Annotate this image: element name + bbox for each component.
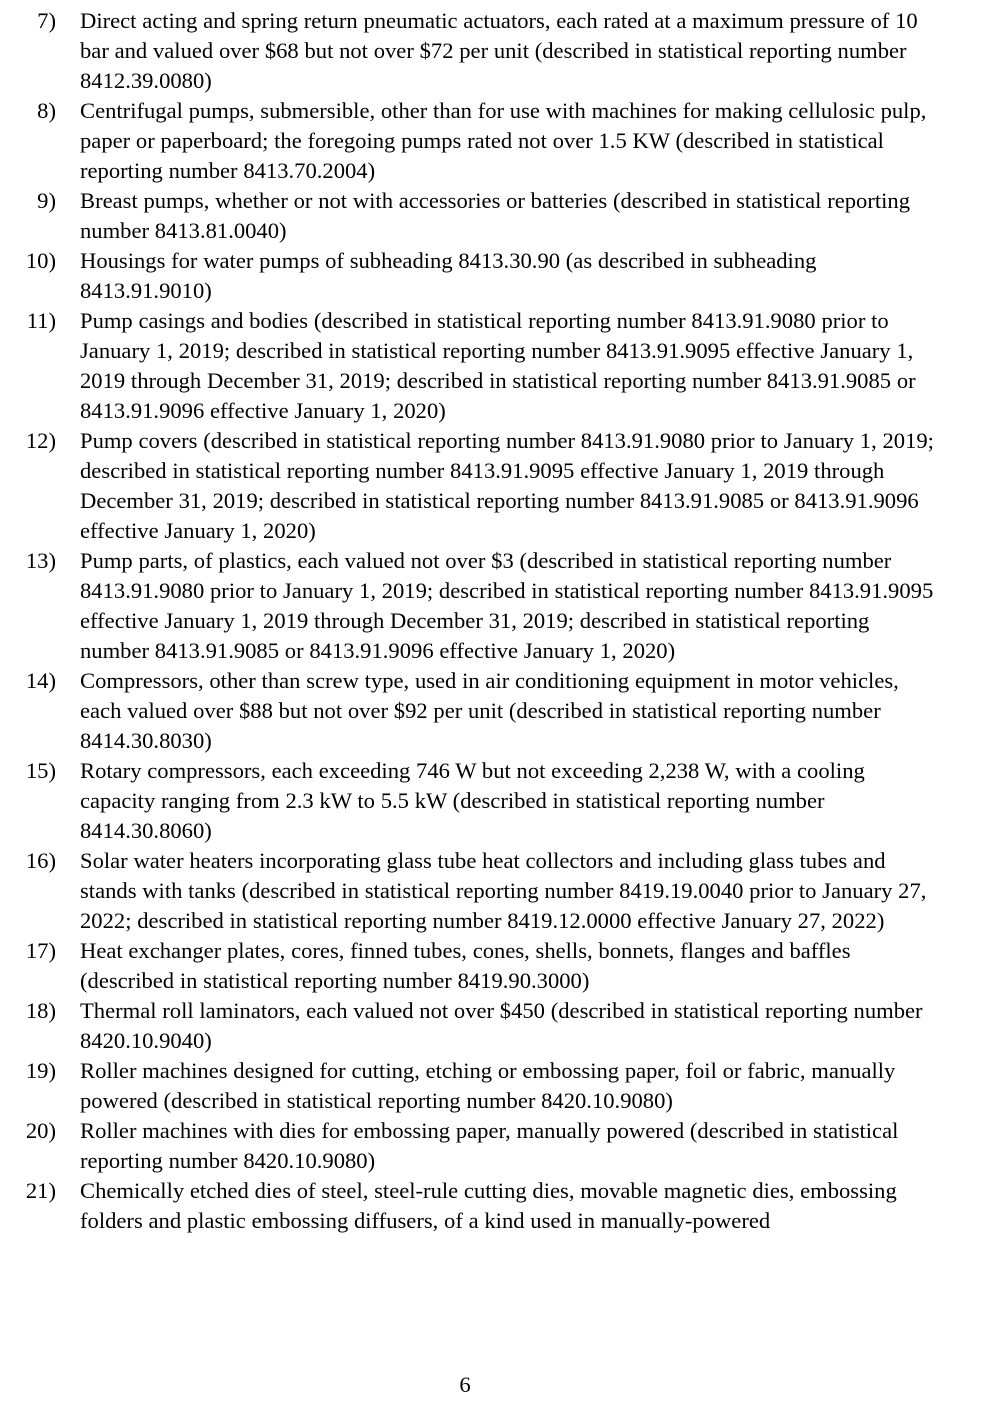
list-item-number: 20) (25, 1118, 56, 1143)
list-item-text: Roller machines with dies for embossing paper, manually powered (described in statistical reporting number 8420.10.9080) (80, 1118, 899, 1173)
list-item-text: Direct acting and spring return pneumatic actuators, each rated at a maximum pressure of 10 bar and valued over $68 but not over $72 per unit (described in statistical reporting number 8412.39.0080) (80, 8, 918, 93)
list-item (0, 666, 1000, 756)
list-item-text: Heat exchanger plates, cores, finned tubes, cones, shells, bonnets, flanges and baffles (described in statistical reporting number 8419.90.3000) (80, 938, 851, 993)
list-item-number: 21) (25, 1178, 56, 1203)
list-item-text: Pump parts, of plastics, each valued not over $3 (described in statistical reporting number 8413.91.9080 prior to January 1, 2019; described in statistical reporting number 8413.91.9095 effective January 1, 2019 through December 31, 2019; described in statistical reporting number 8413.91.9085 or 8413.91.9096 effective January 1, 2020) (80, 548, 934, 663)
list-item-number: 16) (25, 848, 56, 873)
list-item-text: Centrifugal pumps, submersible, other than for use with machines for making cellulosic pulp, paper or paperboard; the foregoing pumps rated not over 1.5 KW (described in statistical reporting number 8413.70.2004) (80, 98, 927, 183)
list-item-number: 8) (37, 98, 56, 123)
list-item-text: Solar water heaters incorporating glass tube heat collectors and including glass tubes and stands with tanks (described in statistical reporting number 8419.19.0040 prior to January 27, 2022; described in statistical reporting number 8419.12.0000 effective January 27, 2022) (80, 848, 927, 933)
document-body (0, 6, 1000, 1236)
list-item (0, 246, 1000, 306)
list-item-number: 18) (25, 998, 56, 1023)
list-item-text: Rotary compressors, each exceeding 746 W but not exceeding 2,238 W, with a cooling capacity ranging from 2.3 kW to 5.5 kW (described in statistical reporting number 8414.30.8060) (80, 758, 865, 843)
exclusion-list (0, 6, 1000, 1236)
list-item-text: Roller machines designed for cutting, etching or embossing paper, foil or fabric, manually powered (described in statistical reporting number 8420.10.9080) (80, 1058, 896, 1113)
list-item (0, 426, 1000, 546)
list-item-text: Pump covers (described in statistical reporting number 8413.91.9080 prior to January 1, 2019; described in statistical reporting number 8413.91.9095 effective January 1, 2019 through December 31, 2019; described in statistical reporting number 8413.91.9085 or 8413.91.9096 effective January 1, 2020) (80, 428, 934, 543)
list-item-text: Thermal roll laminators, each valued not over $450 (described in statistical reporting number 8420.10.9040) (80, 998, 923, 1053)
list-item (0, 6, 1000, 96)
list-item-number: 11) (26, 308, 56, 333)
list-item (0, 306, 1000, 426)
list-item-number: 10) (25, 248, 56, 273)
page-number: 6 (459, 1372, 471, 1397)
list-item-number: 19) (25, 1058, 56, 1083)
list-item (0, 546, 1000, 666)
list-item-number: 15) (25, 758, 56, 783)
page-footer (0, 1371, 1000, 1399)
list-item-number: 9) (37, 188, 56, 213)
list-item (0, 96, 1000, 186)
list-item (0, 1116, 1000, 1176)
list-item (0, 756, 1000, 846)
list-item-number: 12) (25, 428, 56, 453)
list-item (0, 996, 1000, 1056)
list-item (0, 936, 1000, 996)
list-item-text: Chemically etched dies of steel, steel-rule cutting dies, movable magnetic dies, embossing folders and plastic embossing diffusers, of a kind used in manually-powered (80, 1178, 897, 1233)
list-item-text: Breast pumps, whether or not with accessories or batteries (described in statistical reporting number 8413.81.0040) (80, 188, 911, 243)
list-item (0, 846, 1000, 936)
list-item-number: 13) (25, 548, 56, 573)
list-item (0, 1056, 1000, 1116)
list-item-number: 14) (25, 668, 56, 693)
list-item-text: Housings for water pumps of subheading 8413.30.90 (as described in subheading 8413.91.9010) (80, 248, 817, 303)
list-item-text: Compressors, other than screw type, used in air conditioning equipment in motor vehicles, each valued over $88 but not over $92 per unit (described in statistical reporting number 8414.30.8030) (80, 668, 899, 753)
list-item-number: 17) (25, 938, 56, 963)
list-item (0, 186, 1000, 246)
list-item-text: Pump casings and bodies (described in statistical reporting number 8413.91.9080 prior to January 1, 2019; described in statistical reporting number 8413.91.9095 effective January 1, 2019 through December 31, 2019; described in statistical reporting number 8413.91.9085 or 8413.91.9096 effective January 1, 2020) (80, 308, 916, 423)
list-item (0, 1176, 1000, 1236)
list-item-number: 7) (37, 8, 56, 33)
